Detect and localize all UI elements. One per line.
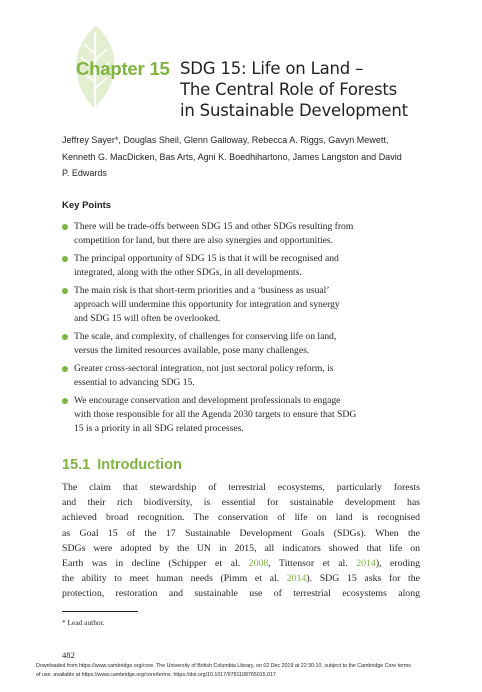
body-line: achieved broad recognition. The conservation of life on land is recognised: [62, 512, 420, 524]
chapter-number: Chapter 15: [76, 58, 170, 79]
key-point-line: The principal opportunity of SDG 15 is that it will be recognised and: [74, 253, 339, 264]
page-number: 482: [62, 650, 75, 660]
author-list: [62, 132, 422, 182]
bullet-icon: [62, 334, 68, 340]
bullet-icon: [62, 256, 68, 262]
download-line: of use, available at https://www.cambridge.org/core/terms. https://doi.org/10.1017/9781108765015.017: [36, 671, 276, 678]
bullet-icon: [62, 224, 68, 230]
key-point-line: Greater cross-sectoral integration, not just sectoral policy reform, is: [74, 363, 334, 374]
footnote: * Lead author.: [62, 618, 105, 627]
body-line: protection, restoration and sustainable use of terrestrial ecosystems along: [62, 588, 420, 600]
chapter-title: [180, 58, 408, 121]
citation-link[interactable]: 2014: [356, 558, 376, 570]
key-point-line: The main risk is that short-term priorities and a ‘business as usual’: [74, 285, 330, 296]
citation-link[interactable]: 2014: [286, 573, 307, 585]
download-line: Downloaded from https://www.cambridge.org/core. The University of British Columbia Library, on 02 Dec 2019 at 22:30:10, subject to the Cambridge Core terms: [36, 663, 411, 669]
citation-link[interactable]: 2008: [248, 558, 269, 570]
key-point: [62, 394, 426, 436]
author-line: Kenneth G. MacDicken, Bas Arts, Agni K. Boedhihartono, James Langston and David: [62, 151, 402, 162]
key-point-line: integrated, along with the other SDGs, in all developments.: [74, 267, 302, 278]
key-point-line: and SDG 15 will often be overlooked.: [74, 313, 221, 324]
key-point: [62, 252, 426, 280]
section-title: Introduction: [97, 457, 182, 473]
key-point-line: There will be trade-offs between SDG 15 and other SDGs resulting from: [74, 221, 354, 232]
chapter-title-line: The Central Role of Forests: [180, 80, 398, 99]
key-point-line: 15 is a priority in all SDG related processes.: [74, 423, 244, 434]
footnote-divider: [62, 611, 138, 612]
body-line: and their rich biodiversity, is essential for sustainable development has: [62, 497, 420, 509]
body-line: The claim that stewardship of terrestrial ecosystems, particularly forests: [62, 482, 420, 493]
key-point: [62, 330, 426, 358]
body-line: SDGs were adopted by the UN in 2015, all indicators showed that life on: [62, 542, 420, 554]
key-point-line: approach will undermine this opportunity for integration and synergy: [74, 299, 340, 310]
bullet-icon: [62, 398, 68, 404]
download-notice: [36, 662, 476, 679]
body-line: Earth was in decline (Schipper et al. 2008, Tittensor et al. 2014), eroding: [62, 558, 420, 570]
key-points-heading: Key Points: [62, 200, 112, 211]
key-point: [62, 284, 426, 326]
key-point: [62, 362, 426, 390]
section-heading: [62, 457, 182, 473]
key-point-line: The scale, and complexity, of challenges for conserving life on land,: [74, 331, 337, 342]
key-point-line: versus the limited resources available, pose many challenges.: [74, 345, 310, 356]
bullet-icon: [62, 288, 68, 294]
chapter-title-line: SDG 15: Life on Land –: [180, 59, 364, 78]
key-point-line: We encourage conservation and development professionals to engage: [74, 395, 341, 406]
chapter-title-line: in Sustainable Development: [180, 101, 408, 120]
body-paragraph: [62, 480, 420, 602]
author-line: P. Edwards: [62, 168, 107, 178]
key-point-line: with those responsible for all the Agenda 2030 targets to ensure that SDG: [74, 409, 357, 420]
body-line: the ability to meet human needs (Pimm et al. 2014). SDG 15 asks for the: [62, 573, 420, 585]
key-point-line: essential to advancing SDG 15.: [74, 377, 195, 388]
section-number: 15.1: [62, 457, 91, 473]
key-points-list: [62, 220, 426, 440]
author-line: Jeffrey Sayer*, Douglas Sheil, Glenn Galloway, Rebecca A. Riggs, Gavyn Mewett,: [62, 135, 389, 145]
key-point-line: competition for land, but there are also synergies and opportunities.: [74, 235, 334, 246]
bullet-icon: [62, 366, 68, 372]
key-point: [62, 220, 426, 248]
body-line: as Goal 15 of the 17 Sustainable Development Goals (SDGs). When the: [62, 527, 420, 539]
